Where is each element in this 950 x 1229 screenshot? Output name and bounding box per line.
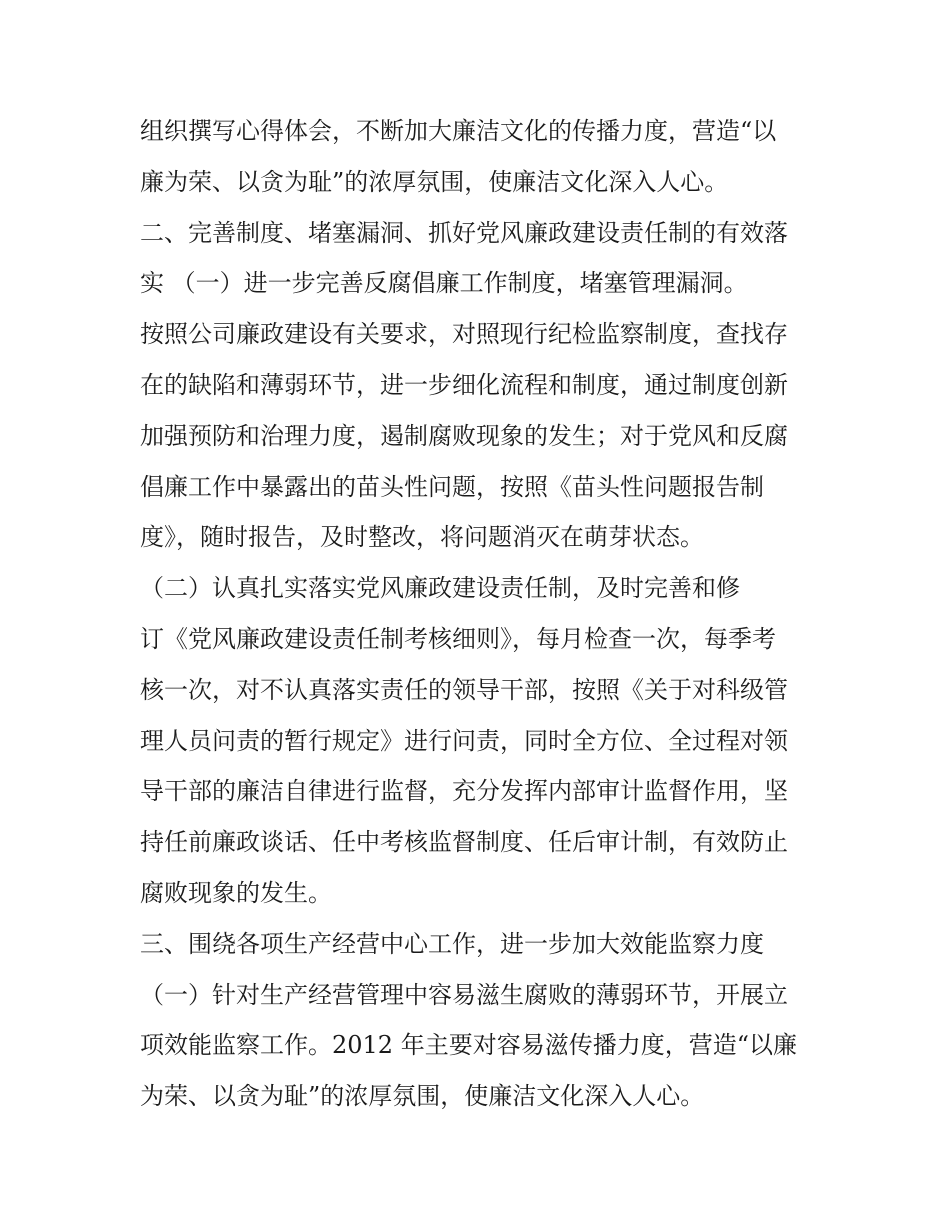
text-line: 加强预防和治理力度，遏制腐败现象的发生；对于党风和反腐: [140, 421, 788, 450]
text-line: 在的缺陷和薄弱环节，进一步细化流程和制度，通过制度创新: [140, 370, 788, 399]
text-line: 按照公司廉政建设有关要求，对照现行纪检监察制度，查找存: [140, 320, 788, 349]
text-line: 度》，随时报告，及时整改，将问题消灭在萌芽状态。: [140, 523, 704, 552]
text-line: 为荣、以贪为耻”的浓厚氛围，使廉洁文化深入人心。: [140, 1082, 705, 1111]
text-line: 廉为荣、以贪为耻”的浓厚氛围，使廉洁文化深入人心。: [140, 167, 729, 196]
text-line: 实 （一）进一步完善反腐倡廉工作制度，堵塞管理漏洞。: [140, 269, 748, 298]
text-line: （二）认真扎实落实党风廉政建设责任制，及时完善和修: [140, 574, 740, 603]
text-line: 理人员问责的暂行规定》进行问责，同时全方位、全过程对领: [140, 726, 788, 755]
text-line: （一）针对生产经营管理中容易滋生腐败的薄弱环节，开展立: [140, 980, 788, 1009]
text-line: 腐败现象的发生。: [140, 878, 332, 907]
text-line: 项效能监察工作。2012 年主要对容易滋传播力度，营造“以廉: [140, 1031, 797, 1060]
section-heading: 三、围绕各项生产经营中心工作，进一步加大效能监察力度: [140, 929, 764, 958]
text-line: 订《党风廉政建设责任制考核细则》，每月检查一次，每季考: [140, 624, 776, 653]
text-line: 倡廉工作中暴露出的苗头性问题，按照《苗头性问题报告制: [140, 472, 764, 501]
document-body: [140, 106, 830, 1122]
text-line: 导干部的廉洁自律进行监督，充分发挥内部审计监督作用，坚: [140, 777, 788, 806]
section-heading: 二、完善制度、堵塞漏洞、抓好党风廉政建设责任制的有效落: [140, 218, 788, 247]
text-line: 组织撰写心得体会，不断加大廉洁文化的传播力度，营造“以: [140, 117, 777, 145]
text-line: 核一次，对不认真落实责任的领导干部，按照《关于对科级管: [140, 675, 788, 704]
text-line: 持任前廉政谈话、任中考核监督制度、任后审计制，有效防止: [140, 828, 788, 857]
